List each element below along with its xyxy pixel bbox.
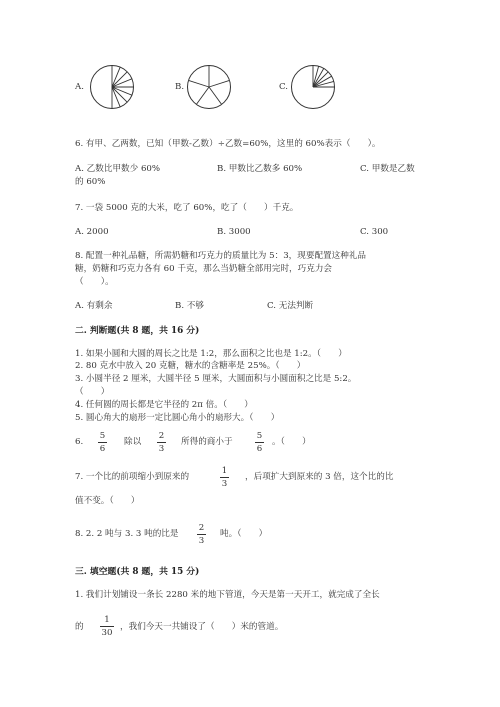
fraction-numerator: 5	[256, 431, 263, 441]
fill-item-1-post: ，我们今天一共铺设了（ ）米的管道。	[120, 622, 284, 632]
q7-stem: 7. 一袋 5000 克的大米，吃了 60%，吃了（ ）千克。	[75, 203, 299, 213]
fraction-bar	[197, 534, 206, 535]
fraction-denominator: 3	[198, 536, 205, 546]
circle-option-a	[89, 64, 135, 110]
tf-item-8-pre: 8. 2. 2 吨与 3. 3 吨的比是	[75, 529, 179, 539]
tf-item-4: 4. 任何圆的周长都是它半径的 2π 倍。（ ）	[75, 400, 253, 410]
fraction-5-6	[98, 431, 107, 454]
fraction-bar	[157, 442, 166, 443]
q6-option-a: A. 乙数比甲数少 60%	[75, 164, 161, 174]
tf-item-6-tail: 。（ ）	[272, 437, 311, 447]
fraction-1-30	[100, 615, 114, 638]
fill-item-1-pre: 的	[75, 622, 84, 632]
q8-option-c: C. 无法判断	[267, 301, 314, 311]
fraction-bar	[220, 477, 229, 478]
q6-option-c-cont: 的 60%	[75, 177, 106, 187]
fraction-denominator: 3	[158, 444, 165, 454]
tf-item-1: 1. 如果小圆和大圆的周长之比是 1:2，那么面积之比也是 1:2。（ ）	[75, 349, 347, 359]
tf-item-3: 3. 小圆半径 2 厘米，大圆半径 5 厘米，大圆面积与小圆面积之比是 5:2。	[75, 374, 357, 384]
tf-item-7-pre: 7. 一个比的前项缩小到原来的	[75, 472, 190, 482]
q8-option-a: A. 有剩余	[75, 301, 113, 311]
q7-option-c: C. 300	[360, 227, 389, 237]
option-a-label: A.	[75, 82, 84, 92]
tf-item-3-blank: （ ）	[75, 387, 110, 397]
q7-option-a: A. 2000	[75, 227, 109, 237]
q6-option-c: C. 甲数是乙数	[360, 164, 415, 174]
fraction-bar	[98, 442, 107, 443]
fraction-denominator: 30	[101, 628, 113, 638]
tf-item-2: 2. 80 克水中放入 20 克糖，糖水的含糖率是 25%。（ ）	[75, 361, 306, 371]
fraction-5-6-b	[255, 431, 264, 454]
q8-stem-line3: （ ）。	[75, 277, 114, 287]
fraction-denominator: 6	[99, 444, 106, 454]
q6-option-b: B. 甲数比乙数多 60%	[217, 164, 303, 174]
tf-item-7-line2: 值不变。（ ）	[75, 496, 140, 506]
tf-item-8-post: 吨。（ ）	[220, 529, 268, 539]
tf-item-6-mid: 除以	[124, 437, 142, 447]
fraction-1-3	[220, 466, 229, 489]
q8-option-b: B. 不够	[175, 301, 204, 311]
section2-title: 二. 判断题(共 8 题，共 16 分)	[75, 326, 200, 336]
section3-title: 三. 填空题(共 8 题，共 15 分)	[75, 567, 200, 577]
fraction-bar	[255, 442, 264, 443]
tf-item-7-post: ，后项扩大到原来的 3 倍，这个比的比	[245, 472, 394, 482]
q7-option-b: B. 3000	[217, 227, 251, 237]
fraction-numerator: 2	[158, 431, 165, 441]
q8-stem-line2: 糖，奶糖和巧克力各有 60 千克，那么当奶糖全部用完时，巧克力会	[75, 264, 333, 274]
fraction-denominator: 3	[221, 479, 228, 489]
option-c-label: C.	[279, 82, 289, 92]
tf-item-5: 5. 圆心角大的扇形一定比圆心角小的扇形大。（ ）	[75, 413, 280, 423]
fraction-numerator: 1	[104, 615, 110, 625]
fill-item-1-line1: 1. 我们计划铺设一条长 2280 米的地下管道，今天是第一天开工，就完成了全长	[75, 590, 380, 600]
circle-option-b	[186, 64, 232, 110]
q6-stem: 6. 有甲、乙两数，已知（甲数-乙数）÷乙数=60%，这里的 60%表示（ ）。	[75, 139, 381, 149]
fraction-numerator: 1	[221, 466, 228, 476]
q8-stem-line1: 8. 配置一种礼品糖，所需奶糖和巧克力的质量比为 5：3，现要配置这种礼品	[75, 251, 367, 261]
tf-item-6-text: 所得的商小于	[181, 437, 233, 447]
option-b-label: B.	[175, 82, 185, 92]
fraction-numerator: 5	[99, 431, 106, 441]
fraction-numerator: 2	[198, 523, 205, 533]
fraction-bar	[100, 626, 114, 627]
circle-option-c	[290, 64, 336, 110]
fraction-denominator: 6	[256, 444, 263, 454]
fraction-2-3	[157, 431, 166, 454]
tf-item-6-num: 6.	[75, 437, 84, 447]
fraction-2-3-b	[197, 523, 206, 546]
